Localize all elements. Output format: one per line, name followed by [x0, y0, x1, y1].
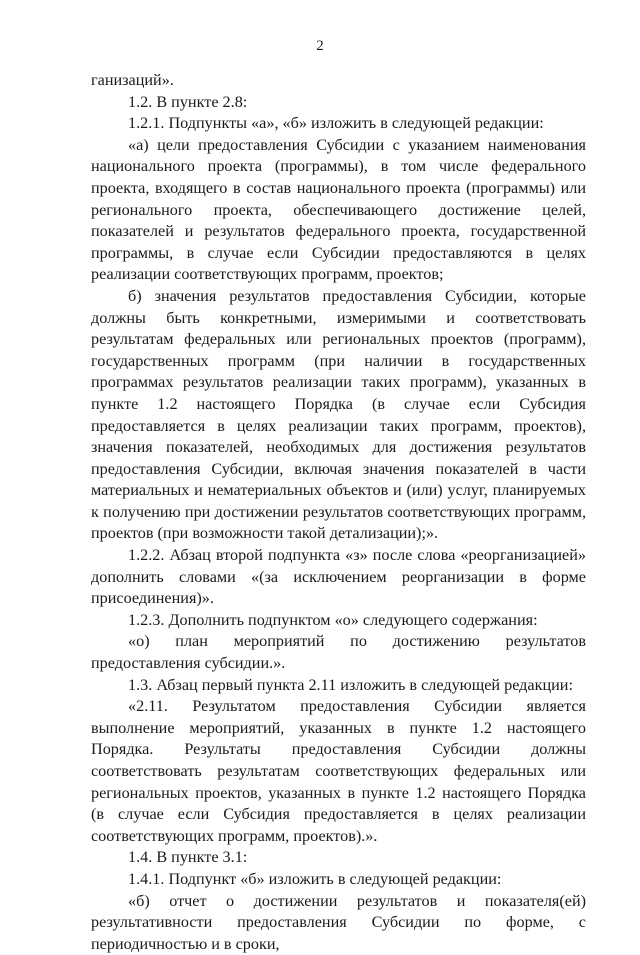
page-number: 2 — [316, 38, 324, 54]
paragraph: 1.4.1. Подпункт «б» изложить в следующей редакции: — [128, 869, 502, 888]
paragraph: «б) отчет о достижении результатов и показателя(ей) результативности предоставления Субсидии по форме, с периодичностью и в сроки, — [91, 891, 586, 953]
paragraph: б) значения результатов предоставления Субсидии, которые должны быть конкретными, измеримыми и соответствовать результатам федеральных или региональных проектов (программ), государственных программ (при наличии в государственных программах результатов реализации таких программ), указанных в пункте 1.2 настоящего Порядка (в случае если Субсидия предоставляется в целях реализации таких программ, проектов), значения показателей, необходимых для достижения результатов предоставления Субсидии, включая значения показателей в части материальных и нематериальных объектов и (или) услуг, планируемых к получению при достижении результатов соответствующих программ, проектов (при возможности такой детализации);». — [91, 286, 586, 543]
paragraph: 1.3. Абзац первый пункта 2.11 изложить в следующей редакции: — [128, 675, 573, 694]
paragraph: 1.4. В пункте 3.1: — [128, 848, 248, 867]
paragraph: 1.2. В пункте 2.8: — [128, 92, 248, 111]
paragraph: «2.11. Результатом предоставления Субсидии является выполнение мероприятий, указанных в пункте 1.2 настоящего Порядка. Результаты предоставления Субсидии должны соответствовать результатам соответствующих федеральных или региональных проектов, указанных в пункте 1.2 настоящего Порядка (в случае если Субсидия предоставляется в целях реализации соответствующих программ, проектов).». — [91, 697, 586, 845]
paragraph: 1.2.3. Дополнить подпунктом «о» следующего содержания: — [128, 610, 538, 629]
paragraph: «о) план мероприятий по достижению результатов предоставления субсидии.». — [91, 632, 586, 673]
paragraph: «а) цели предоставления Субсидии с указанием наименования национального проекта (программы), в том числе федерального проекта, входящего в состав национального проекта (программы) или регионального проекта, обеспечивающего достижение целей, показателей и результатов федерального проекта, государственной программы, в случае если Субсидии предоставляются в целях реализации соответствующих программ, проектов; — [91, 135, 586, 284]
paragraph: 1.2.1. Подпункты «а», «б» изложить в следующей редакции: — [128, 114, 544, 133]
paragraph: ганизаций». — [91, 71, 174, 89]
paragraph: 1.2.2. Абзац второй подпункта «з» после слова «реорганизацией» дополнить словами «(за исключением реорганизации в форме присоединения)». — [91, 546, 586, 608]
document-body — [91, 70, 586, 955]
